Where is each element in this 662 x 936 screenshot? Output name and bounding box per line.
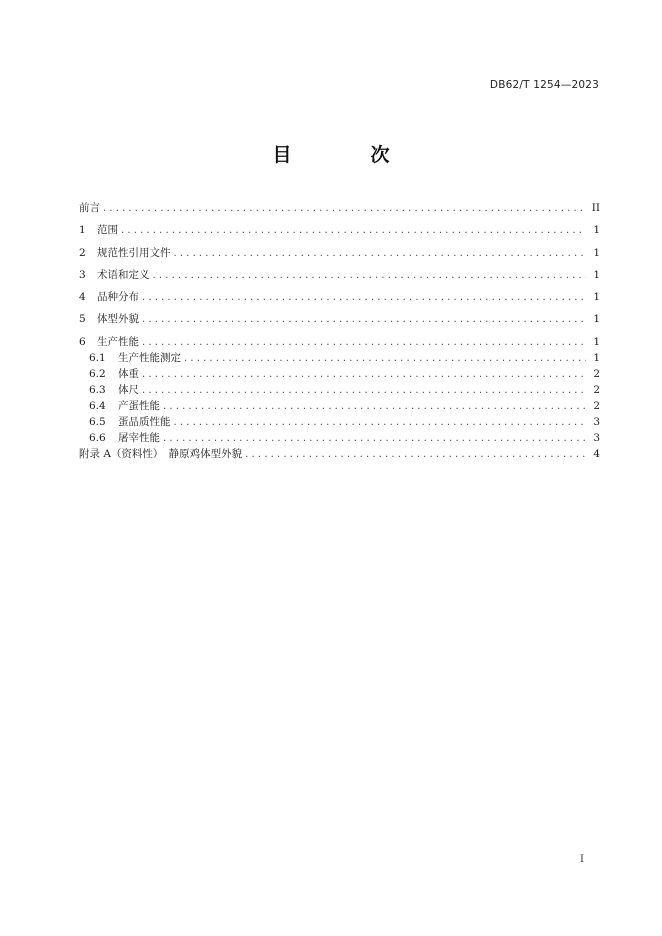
toc-leader-dots bbox=[142, 335, 586, 350]
toc-entry-label: 生产性能测定 bbox=[118, 351, 181, 364]
toc-entry-label: 生产性能 bbox=[97, 335, 139, 348]
toc-entry-label: 蛋品质性能 bbox=[118, 415, 171, 428]
toc-entry-page: 1 bbox=[593, 246, 600, 259]
toc-subentry[interactable] bbox=[79, 430, 600, 446]
toc-entry-page: 2 bbox=[593, 399, 600, 412]
toc-entry-page: 2 bbox=[593, 367, 600, 380]
toc-entry-label: 屠宰性能 bbox=[118, 431, 160, 444]
toc-entry-label: 范围 bbox=[97, 224, 118, 237]
toc-leader-dots bbox=[174, 246, 587, 261]
toc-leader-dots bbox=[184, 351, 586, 366]
toc-entry[interactable] bbox=[79, 311, 600, 327]
toc-subentry[interactable] bbox=[79, 366, 600, 382]
toc-entry-number: 5 bbox=[79, 313, 86, 326]
toc-entry-page: 1 bbox=[593, 351, 600, 364]
toc-subentry[interactable] bbox=[79, 414, 600, 430]
toc-leader-dots bbox=[142, 312, 586, 327]
toc-entry[interactable] bbox=[79, 200, 600, 216]
toc-subentry[interactable] bbox=[79, 398, 600, 414]
toc-entry-number: 4 bbox=[79, 291, 86, 304]
toc-entry-label: 体尺 bbox=[118, 383, 139, 396]
toc-entry-number: 6.6 bbox=[89, 431, 106, 444]
toc-entry[interactable] bbox=[79, 245, 600, 261]
toc-entry-number: 6.2 bbox=[89, 367, 106, 380]
toc-entry-page: 1 bbox=[593, 291, 600, 304]
toc-entry-number: 3 bbox=[79, 268, 86, 281]
toc-entry[interactable] bbox=[79, 334, 600, 350]
toc-entry-number: 6 bbox=[79, 335, 86, 348]
toc-entry-page: 1 bbox=[593, 335, 600, 348]
toc-entry-label: 术语和定义 bbox=[97, 268, 150, 281]
toc-leader-dots bbox=[174, 415, 587, 430]
toc-entry-label: 体型外貌 bbox=[97, 313, 139, 326]
document-id: DB62/T 1254—2023 bbox=[489, 79, 599, 91]
toc-leader-dots bbox=[245, 447, 586, 462]
toc-entry-label: 产蛋性能 bbox=[118, 399, 160, 412]
toc-entry-number: 6.5 bbox=[89, 415, 106, 428]
toc-entry-number: 6.1 bbox=[89, 351, 106, 364]
toc-entry-appendix[interactable] bbox=[79, 446, 600, 462]
toc-entry-page: 4 bbox=[593, 447, 600, 460]
toc-entry-label: 体重 bbox=[118, 367, 139, 380]
toc-subentry[interactable] bbox=[79, 382, 600, 398]
toc-entry-page: 1 bbox=[593, 224, 600, 237]
toc-entry-page: II bbox=[591, 202, 600, 214]
toc-entry-number: 2 bbox=[79, 246, 86, 259]
toc-entry-page: 1 bbox=[593, 313, 600, 326]
toc-entry-label: 规范性引用文件 bbox=[97, 246, 171, 259]
table-of-contents bbox=[79, 200, 600, 462]
toc-leader-dots bbox=[163, 399, 586, 414]
toc-entry[interactable] bbox=[79, 222, 600, 238]
toc-entry-number: 1 bbox=[79, 224, 86, 237]
toc-entry-page: 1 bbox=[593, 268, 600, 281]
toc-entry-label: 附录 A（资料性） 静原鸡体型外貌 bbox=[79, 447, 243, 460]
toc-entry-number: 6.4 bbox=[89, 399, 106, 412]
toc-entry[interactable] bbox=[79, 267, 600, 283]
toc-leader-dots bbox=[163, 431, 586, 446]
toc-leader-dots bbox=[153, 268, 587, 283]
toc-entry-page: 3 bbox=[593, 431, 600, 444]
page-number: I bbox=[580, 854, 584, 865]
page-title: 目 次 bbox=[272, 144, 420, 166]
toc-entry-page: 3 bbox=[593, 415, 600, 428]
toc-entry-label: 品种分布 bbox=[97, 291, 139, 304]
toc-entry-page: 2 bbox=[593, 383, 600, 396]
toc-leader-dots bbox=[142, 367, 586, 382]
toc-entry[interactable] bbox=[79, 289, 600, 305]
toc-leader-dots bbox=[142, 383, 586, 398]
toc-entry-number: 6.3 bbox=[89, 383, 106, 396]
toc-leader-dots bbox=[103, 201, 586, 216]
toc-leader-dots bbox=[121, 223, 586, 238]
toc-entry-label: 前言 bbox=[79, 202, 100, 214]
toc-leader-dots bbox=[142, 290, 586, 305]
toc-subentry[interactable] bbox=[79, 350, 600, 366]
